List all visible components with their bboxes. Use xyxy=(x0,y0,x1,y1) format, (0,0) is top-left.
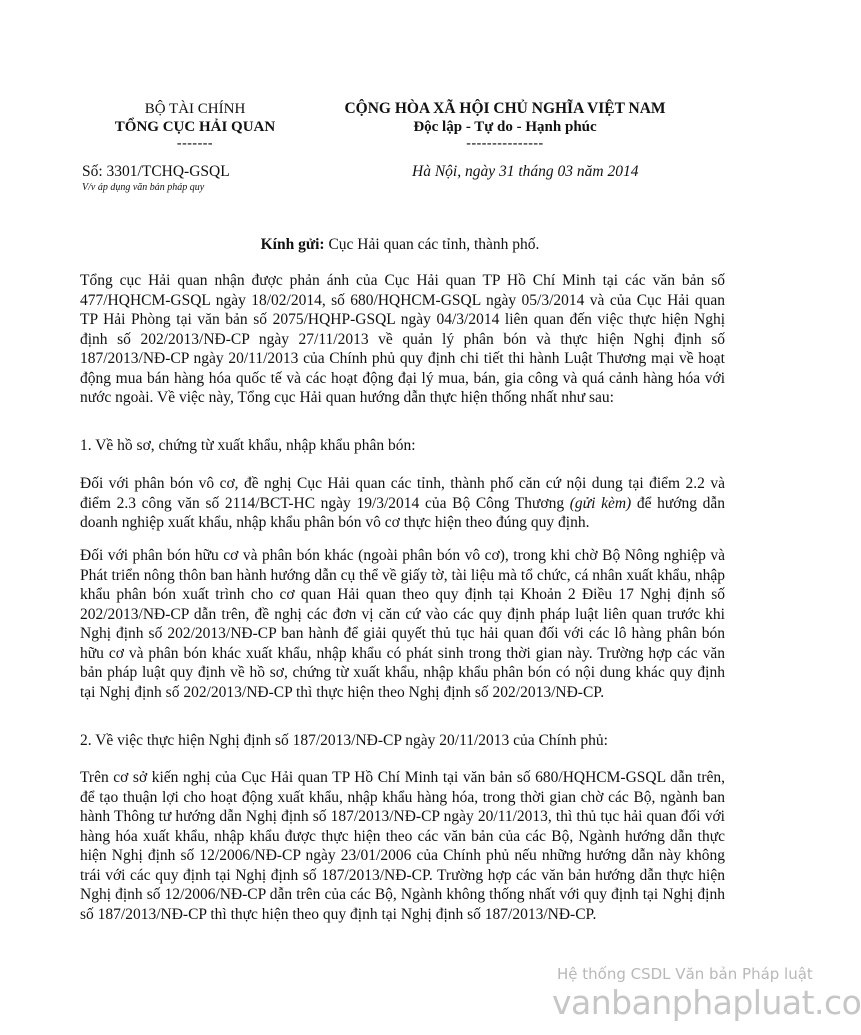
document-subject: V/v áp dụng văn bản pháp quy xyxy=(82,182,205,193)
department-name: TỔNG CỤC HẢI QUAN xyxy=(114,119,276,135)
section1-p1-after: để hướng dẫn doanh nghiệp xuất khẩu, nhập khẩu phân bón vô cơ thực hiện theo đúng quy định. xyxy=(80,494,725,531)
ministry-name: BỘ TÀI CHÍNH xyxy=(144,101,246,117)
greeting-label: Kính gửi: xyxy=(260,236,325,253)
right-divider: --------------- xyxy=(466,136,544,151)
issuer-block xyxy=(85,100,305,152)
national-motto: Độc lập - Tự do - Hạnh phúc xyxy=(413,119,597,135)
greeting-recipient: Cục Hải quan các tỉnh, thành phố. xyxy=(324,236,540,253)
section2-title xyxy=(80,731,725,751)
document-number: Số: 3301/TCHQ-GSQL xyxy=(82,163,230,180)
watermark-site: vanbanphapluat.co xyxy=(552,983,861,1022)
section1-paragraph2 xyxy=(80,546,725,702)
section1-paragraph1 xyxy=(80,474,725,533)
country-name: CỘNG HÒA XÃ HỘI CHỦ NGHĨA VIỆT NAM xyxy=(344,100,666,117)
section1-paragraph2-text: Đối với phân bón hữu cơ và phân bón khác (ngoài phân bón vô cơ), trong khi chờ Bộ Nông nghiệp và Phát triển nông thôn ban hành hướng dẫn cụ thể về giấy tờ, tài liệu mà tổ chức, cá nhân xuất khẩu, nhập khẩu phân bón xuất trình cho cơ quan Hải quan theo quy định tại Khoản 2 Điều 17 Nghị định số 202/2013/NĐ-CP dẫn trên, đề nghị các đơn vị căn cứ vào các quy định pháp luật liên quan trước khi Nghị định số 202/2013/NĐ-CP ban hành để giải quyết thủ tục hải quan đối với các lô hàng phân bón hữu cơ và phân bón khác xuất khẩu, nhập khẩu có phát sinh trong thời gian này. Trường hợp các văn bản pháp luật quy định về hồ sơ, chứng từ xuất khẩu, nhập khẩu phân bón có nội dung khác quy định tại Nghị định số 202/2013/NĐ-CP thì thực hiện theo Nghị định số 202/2013/NĐ-CP. xyxy=(80,547,725,701)
greeting xyxy=(0,235,800,255)
left-divider: ------- xyxy=(176,136,214,151)
section2-title-text: 2. Về việc thực hiện Nghị định số 187/2013/NĐ-CP ngày 20/11/2013 của Chính phủ: xyxy=(80,732,608,749)
national-title-block xyxy=(275,100,735,152)
place-date: Hà Nội, ngày 31 tháng 03 năm 2014 xyxy=(412,163,639,180)
intro-text: Tổng cục Hải quan nhận được phản ánh của Cục Hải quan TP Hồ Chí Minh tại các văn bản số 477/HQHCM-GSQL ngày 18/02/2014, số 680/HQHCM-GSQL ngày 05/3/2014 và của Cục Hải quan TP Hải Phòng tại văn bản số 2075/HQHP-GSQL ngày 04/3/2014 liên quan đến việc thực hiện Nghị định số 202/2013/NĐ-CP ngày 27/11/2013 về quản lý phân bón và thực hiện Nghị định số 187/2013/NĐ-CP ngày 20/11/2013 của Chính phủ quy định chi tiết thi hành Luật Thương mại về hoạt động mua bán hàng hóa quốc tế và các hoạt động đại lý mua, bán, gia công và quá cảnh hàng hóa với nước ngoài. Về việc này, Tổng cục Hải quan hướng dẫn thực hiện thống nhất như sau: xyxy=(80,272,725,406)
section1-title xyxy=(80,436,725,456)
section1-paragraph1-text xyxy=(80,474,725,533)
attachment-note: (gửi kèm) xyxy=(569,494,632,512)
section2-paragraph1 xyxy=(80,768,725,924)
intro-paragraph xyxy=(80,271,725,408)
section2-paragraph1-text: Trên cơ sở kiến nghị của Cục Hải quan TP Hồ Chí Minh tại văn bản số 680/HQHCM-GSQL dẫn trên, để tạo thuận lợi cho hoạt động xuất khẩu, nhập khẩu hàng hóa, trong thời gian chờ các Bộ, ngành ban hành Thông tư hướng dẫn Nghị định số 187/2013/NĐ-CP ngày 20/11/2013, thì thủ tục hải quan đối với hàng hóa xuất khẩu, nhập khẩu được thực hiện theo các văn bản của các Bộ, Ngành hướng dẫn thực hiện Nghị định số 12/2006/NĐ-CP ngày 23/01/2006 của Chính phủ nếu những hướng dẫn này không trái với các quy định tại Nghị định số 187/2013/NĐ-CP. Trường hợp các văn bản hướng dẫn thực hiện Nghị định số 12/2006/NĐ-CP dẫn trên của các Bộ, Ngành không thống nhất với quy định tại Nghị định số 187/2013/NĐ-CP thì thực hiện theo quy định tại Nghị định số 187/2013/NĐ-CP. xyxy=(80,769,725,923)
watermark-caption: Hệ thống CSDL Văn bản Pháp luật xyxy=(557,965,813,983)
section1-title-text: 1. Về hồ sơ, chứng từ xuất khẩu, nhập khẩu phân bón: xyxy=(80,437,416,454)
section1-p1-before: Đối với phân bón vô cơ, đề nghị Cục Hải quan các tỉnh, thành phố căn cứ nội dung tại điểm 2.2 và điểm 2.3 công văn số 2114/BCT-HC ngày 19/3/2014 của Bộ Công Thương xyxy=(80,475,725,512)
